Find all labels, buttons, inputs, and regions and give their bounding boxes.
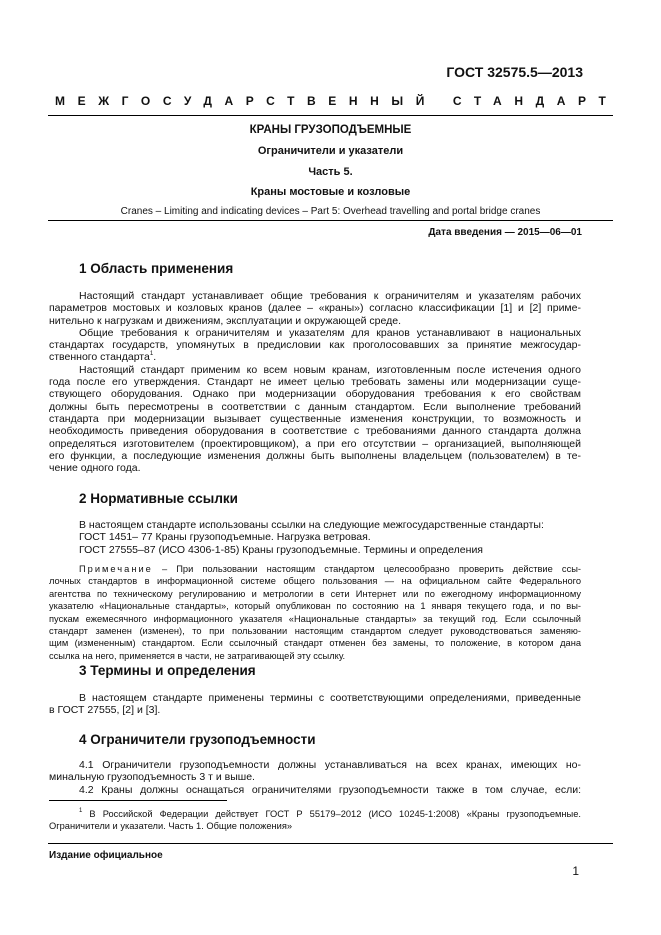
document-code: ГОСТ 32575.5—2013	[446, 64, 583, 80]
text-line: Настоящий стандарт устанавливает общие требования к ограничителям и указателям рабочих	[79, 290, 581, 302]
text-line: параметров мостовых и козловых кранов (далее – «краны») согласно классификации [1] и [2] приме-	[49, 302, 581, 315]
text-line: должны быть пересмотрены в соответствии с данным стандартом. Если выполнение требований	[49, 400, 581, 413]
text-line: ствующего оборудования. Однако при модернизации оборудования требования к его свойствам	[49, 388, 581, 401]
section-3-heading: 3 Термины и определения	[79, 663, 256, 678]
footnote-line	[49, 805, 581, 820]
edition-label: Издание официальное	[49, 850, 163, 861]
text-line: года после его утверждения. Стандарт не имеет целью требовать замены или модернизации суще-	[49, 376, 581, 389]
section-4-body	[49, 759, 581, 796]
text-line: стандартах государств, упомянутых в предисловии как проголосовавших за принятие межгосудар-	[49, 339, 581, 352]
note-line: агентства по техническому регулированию и метрологии в сети Интернет или по ежегодному информационному	[49, 588, 581, 599]
note-label: Примечание	[79, 564, 153, 574]
text-line: В настоящем стандарте использованы ссылки на следующие межгосударственные стандарты:	[79, 519, 544, 531]
note-line	[49, 563, 581, 575]
note-line: пускам ежемесячного информационного указателя «Национальные стандарты» за текущий год. Если ссылочный	[49, 613, 581, 624]
note-line: щим (измененным) стандартом. Если ссылочный стандарт отменен без замены, то положение, в котором дана	[49, 638, 581, 649]
header-divider	[48, 115, 613, 116]
text-line: нительно к нагрузкам и движениям, эксплуатации и окружающей среде.	[49, 314, 402, 327]
footnote-line: Ограничители и указатели. Часть 1. Общие положения»	[49, 821, 293, 832]
section-2-note	[49, 563, 581, 662]
text-line: в ГОСТ 27555, [2] и [3].	[49, 704, 161, 717]
document-part-title: Краны мостовые и козловые	[250, 186, 411, 198]
text-line: определяться изготовителем (проектировщиком), а при его отсутствии – организацией, выполняющей	[49, 437, 581, 450]
section-2-heading: 2 Нормативные ссылки	[79, 491, 238, 506]
section-1-body	[49, 290, 581, 474]
note-text: – При пользовании настоящим стандартом целесообразно проверить действие ссы-	[161, 564, 581, 574]
title-divider	[48, 220, 613, 221]
footnote-reference: 1	[149, 351, 154, 358]
text-line-part: ственного стандарта	[49, 351, 150, 364]
section-2-body	[79, 519, 581, 556]
section-4-heading: 4 Ограничители грузоподъемности	[79, 732, 316, 747]
note-line: лочных стандартов в информационной системе общего пользования — на официальном сайте Федерального	[49, 576, 581, 587]
note-line: стандарт заменен (изменен), то при пользовании настоящим стандартом следует руководствоваться заменяю-	[49, 626, 581, 637]
document-part: Часть 5.	[308, 166, 353, 178]
document-title: КРАНЫ ГРУЗОПОДЪЕМНЫЕ	[249, 124, 412, 136]
text-line: В настоящем стандарте применены термины с соответствующими определениями, приведенные	[79, 692, 581, 704]
document-subtitle: Ограничители и указатели	[257, 145, 404, 157]
footnote-mark: 1	[79, 808, 83, 814]
page-number: 1	[572, 864, 579, 878]
reference-item: ГОСТ 1451– 77 Краны грузоподъемные. Нагрузка ветровая.	[79, 531, 371, 544]
text-line: минальную грузоподъемность 3 т и выше.	[49, 771, 255, 784]
section-3-body	[49, 692, 581, 717]
note-line: указателю «Национальные стандарты», который опубликован по состоянию на 1 января текущего года, и по вы-	[49, 601, 581, 612]
text-line: стандарта при модернизации вызывает существенные изменения конструкции, то возможность и	[49, 412, 581, 425]
reference-item: ГОСТ 27555–87 (ИСО 4306-1-85) Краны грузоподъемные. Термины и определения	[79, 543, 483, 556]
clause-4-2: 4.2 Краны должны оснащаться ограничителями грузоподъемности также в том случае, если:	[79, 783, 581, 796]
text-line: Общие требования к ограничителям и указателям для кранов устанавливают в национальных	[79, 326, 581, 339]
footer-divider	[48, 843, 613, 844]
standard-banner: МЕЖГОСУДАРСТВЕННЫЙ СТАНДАРТ	[55, 94, 619, 108]
footnote	[49, 805, 581, 833]
footnote-divider	[49, 800, 227, 801]
text-line: необходимость приведения оборудования в соответствие с требованиями данного стандарта должна	[49, 425, 581, 438]
text-line: его функции, а последующие изменения должны быть выполнены владельцем (пользователем) в те-	[49, 449, 581, 462]
footnote-text: В Российской Федерации действует ГОСТ Р 55179–2012 (ИСО 10245-1:2008) «Краны грузоподъемные.	[89, 809, 581, 819]
note-line: ссылка на него, применяется в части, не затрагивающей эту ссылку.	[49, 650, 346, 661]
introduction-date: Дата введения — 2015—06—01	[428, 227, 582, 238]
english-title: Cranes – Limiting and indicating devices – Part 5: Overhead travelling and portal bridge cranes	[120, 206, 541, 217]
text-line: ственного стандарта$^1$.	[49, 351, 157, 364]
clause-4-1: 4.1 Ограничители грузоподъемности должны устанавливаться на всех кранах, имеющих но-	[79, 759, 581, 771]
text-line: Настоящий стандарт применим ко всем новым кранам, изготовленным после истечения одного	[79, 363, 581, 376]
text-line: чение одного года.	[49, 462, 141, 475]
section-1-heading: 1 Область применения	[79, 261, 234, 276]
